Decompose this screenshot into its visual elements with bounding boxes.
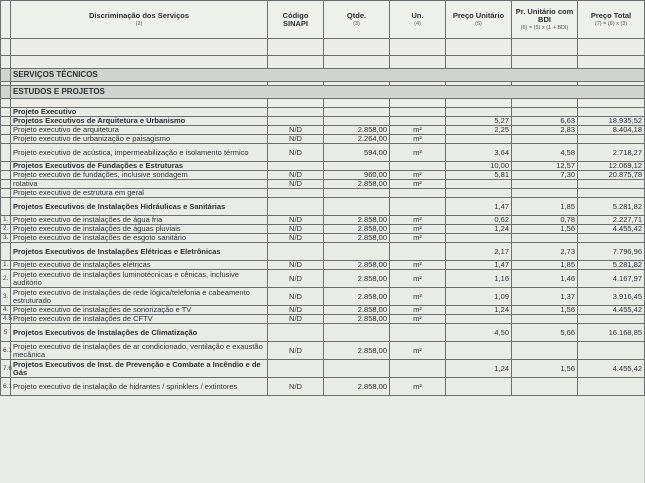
codigo-sinapi [268, 198, 324, 216]
preco-total: 4.167,97 [578, 270, 645, 288]
item-description: Projeto executivo de arquitetura [11, 126, 268, 135]
preco-total: 7.796,96 [578, 243, 645, 261]
preco-total: 2.718,27 [578, 144, 645, 162]
preco-total: 8.404,18 [578, 126, 645, 135]
item-description: Projetos Executivos de Inst. de Prevenção e Combate a Incêndio e de Gás [11, 360, 268, 378]
unidade: m² [390, 171, 446, 180]
preco-com-bdi [512, 180, 578, 189]
item-number: 1. [1, 261, 11, 270]
preco-unitario: 10,00 [446, 162, 512, 171]
unidade: m² [390, 306, 446, 315]
preco-com-bdi: 1,56 [512, 360, 578, 378]
preco-total: 4.455,42 [578, 306, 645, 315]
preco-total: 4.455,42 [578, 225, 645, 234]
unidade [390, 108, 446, 117]
preco-total: 5.281,82 [578, 198, 645, 216]
quantidade [324, 243, 390, 261]
unidade [390, 198, 446, 216]
item-description: Projeto executivo de instalações de esgoto sanitário [11, 234, 268, 243]
item-number: 3. [1, 234, 11, 243]
quantidade [324, 108, 390, 117]
codigo-sinapi [268, 360, 324, 378]
item-description: Projetos Executivos de Instalações Elétricas e Eletrônicas [11, 243, 268, 261]
quantidade [324, 189, 390, 198]
item-description: Projetos Executivos de Instalações de Climatização [11, 324, 268, 342]
preco-com-bdi: 1,56 [512, 225, 578, 234]
item-description: Projetos Executivos de Fundações e Estruturas [11, 162, 268, 171]
preco-unitario [446, 378, 512, 396]
header-descricao: Discriminação dos Serviços (2) [11, 1, 268, 39]
codigo-sinapi: N/D [268, 126, 324, 135]
codigo-sinapi [268, 324, 324, 342]
quantidade [324, 56, 390, 69]
table-row [1, 342, 645, 360]
preco-total: 18.935,52 [578, 117, 645, 126]
preco-com-bdi: 6,63 [512, 117, 578, 126]
quantidade: 2.858,00 [324, 234, 390, 243]
unidade [390, 243, 446, 261]
codigo-sinapi: N/D [268, 135, 324, 144]
item-number [1, 180, 11, 189]
quantidade [324, 39, 390, 56]
item-number [1, 171, 11, 180]
unidade: m² [390, 342, 446, 360]
preco-total: 16.168,85 [578, 324, 645, 342]
preco-unitario: 5,81 [446, 171, 512, 180]
preco-total [578, 56, 645, 69]
preco-unitario [446, 315, 512, 324]
codigo-sinapi: N/D [268, 270, 324, 288]
header-pr-unitario-bdi: Pr. Unitário com BDI (6) = (5) x (1 + BDI) [512, 1, 578, 39]
item-description: Projeto executivo de instalações de ar condicionado, ventilação e exaustão mecânica [11, 342, 268, 360]
item-number [1, 243, 11, 261]
preco-unitario: 5,27 [446, 117, 512, 126]
table-row [1, 261, 645, 270]
item-description: rotativa [11, 180, 268, 189]
quantidade: 2.858,00 [324, 270, 390, 288]
quantidade [324, 360, 390, 378]
group-row [1, 324, 645, 342]
preco-com-bdi: 1,85 [512, 198, 578, 216]
quantidade: 2.264,00 [324, 135, 390, 144]
blank-row [1, 39, 645, 56]
unidade: m² [390, 234, 446, 243]
header-preco-total: Preço Total (7) = (6) x (3) [578, 1, 645, 39]
item-description: Projeto executivo de fundações, inclusive sondagem [11, 171, 268, 180]
preco-total: 12.069,12 [578, 162, 645, 171]
section-title: SERVIÇOS TÉCNICOS [11, 69, 645, 82]
table-row [1, 171, 645, 180]
header-preco-unitario: Preço Unitário (5) [446, 1, 512, 39]
item-description: Projeto Executivo [11, 108, 268, 117]
codigo-sinapi: N/D [268, 315, 324, 324]
table-row [1, 144, 645, 162]
table-row [1, 270, 645, 288]
codigo-sinapi: N/D [268, 306, 324, 315]
preco-unitario: 2,17 [446, 243, 512, 261]
unidade [390, 39, 446, 56]
preco-com-bdi: 4,58 [512, 144, 578, 162]
item-description [11, 39, 268, 56]
quantidade: 2.858,00 [324, 315, 390, 324]
item-number [1, 56, 11, 69]
preco-com-bdi [512, 189, 578, 198]
quantidade: 2.858,00 [324, 306, 390, 315]
table-row [1, 288, 645, 306]
preco-total [578, 234, 645, 243]
item-description: Projeto executivo de estrutura em geral [11, 189, 268, 198]
item-description: Projeto executivo de instalações de rede lógica/telefonia e cabeamento estruturado [11, 288, 268, 306]
item-number: 6.1 [1, 378, 11, 396]
preco-com-bdi [512, 99, 578, 108]
unidade [390, 189, 446, 198]
preco-unitario [446, 39, 512, 56]
unidade: m² [390, 261, 446, 270]
item-description: Projeto executivo de instalações de águas pluviais [11, 225, 268, 234]
preco-unitario [446, 99, 512, 108]
preco-com-bdi: 2,73 [512, 243, 578, 261]
preco-com-bdi [512, 378, 578, 396]
preco-total [578, 342, 645, 360]
quantidade: 2.858,00 [324, 180, 390, 189]
section-title: ESTUDOS E PROJETOS [11, 86, 645, 99]
preco-com-bdi [512, 315, 578, 324]
quantidade: 960,00 [324, 171, 390, 180]
preco-unitario: 0,62 [446, 216, 512, 225]
preco-unitario: 1,24 [446, 225, 512, 234]
codigo-sinapi: N/D [268, 180, 324, 189]
preco-unitario: 2,25 [446, 126, 512, 135]
preco-com-bdi [512, 234, 578, 243]
preco-unitario: 3,64 [446, 144, 512, 162]
table-body [1, 39, 645, 396]
item-number [1, 135, 11, 144]
codigo-sinapi [268, 108, 324, 117]
quantidade: 2.858,00 [324, 378, 390, 396]
unidade: m² [390, 315, 446, 324]
section-row [1, 69, 645, 82]
item-description: Projetos Executivos de Instalações Hidráulicas e Sanitárias [11, 198, 268, 216]
item-description: Projeto executivo de instalação de hidrantes / sprinklers / extintores [11, 378, 268, 396]
item-description: Projeto executivo de instalações luminotécnicas e cênicas, inclusive auditório [11, 270, 268, 288]
preco-unitario [446, 189, 512, 198]
preco-com-bdi: 7,30 [512, 171, 578, 180]
table-row [1, 189, 645, 198]
quantidade [324, 198, 390, 216]
quantidade [324, 99, 390, 108]
item-number [1, 39, 11, 56]
unidade: m² [390, 270, 446, 288]
item-description: Projeto executivo de acústica, impermeabilização e isolamento térmico [11, 144, 268, 162]
preco-unitario: 1,09 [446, 288, 512, 306]
item-description: Projeto executivo de urbanização e paisagismo [11, 135, 268, 144]
preco-com-bdi: 1,46 [512, 270, 578, 288]
item-number: 4. [1, 306, 11, 315]
preco-com-bdi: 1,85 [512, 261, 578, 270]
blank-row [1, 99, 645, 108]
unidade: m² [390, 378, 446, 396]
section-num [1, 69, 11, 82]
codigo-sinapi: N/D [268, 225, 324, 234]
item-number: 2. [1, 270, 11, 288]
unidade [390, 56, 446, 69]
item-number: 3. [1, 288, 11, 306]
item-number: 5 [1, 324, 11, 342]
item-number [1, 99, 11, 108]
group-row [1, 360, 645, 378]
table-row [1, 135, 645, 144]
preco-unitario: 1,47 [446, 198, 512, 216]
quantidade: 2.858,00 [324, 126, 390, 135]
preco-total: 3.916,45 [578, 288, 645, 306]
preco-com-bdi: 1,37 [512, 288, 578, 306]
item-number [1, 108, 11, 117]
preco-unitario [446, 135, 512, 144]
preco-total: 20.875,78 [578, 171, 645, 180]
preco-unitario: 1,24 [446, 360, 512, 378]
preco-unitario: 4,50 [446, 324, 512, 342]
unidade: m² [390, 135, 446, 144]
codigo-sinapi: N/D [268, 261, 324, 270]
header-num [1, 1, 11, 39]
item-number [1, 126, 11, 135]
codigo-sinapi: N/D [268, 216, 324, 225]
codigo-sinapi: N/D [268, 171, 324, 180]
codigo-sinapi: N/D [268, 342, 324, 360]
codigo-sinapi [268, 189, 324, 198]
preco-total: 2.227,71 [578, 216, 645, 225]
header-codigo: Código SINAPI [268, 1, 324, 39]
table-row [1, 234, 645, 243]
table-row [1, 315, 645, 324]
codigo-sinapi [268, 56, 324, 69]
preco-com-bdi [512, 39, 578, 56]
quantidade: 594,00 [324, 144, 390, 162]
preco-com-bdi [512, 135, 578, 144]
preco-total [578, 39, 645, 56]
unidade: m² [390, 144, 446, 162]
codigo-sinapi: N/D [268, 234, 324, 243]
preco-total [578, 315, 645, 324]
item-number [1, 117, 11, 126]
preco-com-bdi: 1,56 [512, 306, 578, 315]
preco-unitario [446, 342, 512, 360]
preco-com-bdi [512, 342, 578, 360]
preco-total [578, 180, 645, 189]
item-number: 4.5 [1, 315, 11, 324]
preco-com-bdi: 2,83 [512, 126, 578, 135]
preco-total [578, 135, 645, 144]
preco-com-bdi [512, 56, 578, 69]
header-un: Un. (4) [390, 1, 446, 39]
unidade [390, 360, 446, 378]
codigo-sinapi [268, 243, 324, 261]
item-description: Projeto executivo de instalações elétricas [11, 261, 268, 270]
unidade: m² [390, 288, 446, 306]
unidade: m² [390, 216, 446, 225]
codigo-sinapi [268, 39, 324, 56]
preco-com-bdi: 12,57 [512, 162, 578, 171]
section-row [1, 86, 645, 99]
preco-com-bdi: 0,78 [512, 216, 578, 225]
item-description: Projetos Executivos de Arquitetura e Urbanismo [11, 117, 268, 126]
item-number [1, 198, 11, 216]
unidade: m² [390, 180, 446, 189]
quantidade: 2.858,00 [324, 288, 390, 306]
section-num [1, 86, 11, 99]
preco-unitario [446, 56, 512, 69]
item-description [11, 56, 268, 69]
preco-total [578, 378, 645, 396]
item-number: 6.1 [1, 342, 11, 360]
unidade: m² [390, 126, 446, 135]
codigo-sinapi: N/D [268, 144, 324, 162]
preco-unitario [446, 180, 512, 189]
item-number [1, 189, 11, 198]
quantidade: 2.858,00 [324, 225, 390, 234]
group-row [1, 198, 645, 216]
item-description: Projeto executivo de instalações de CFTV [11, 315, 268, 324]
preco-total [578, 189, 645, 198]
unidade: m² [390, 225, 446, 234]
codigo-sinapi [268, 99, 324, 108]
codigo-sinapi: N/D [268, 288, 324, 306]
blank-row [1, 56, 645, 69]
table-row [1, 378, 645, 396]
item-number: 1. [1, 216, 11, 225]
quantidade [324, 324, 390, 342]
preco-unitario: 1,16 [446, 270, 512, 288]
item-number [1, 144, 11, 162]
preco-unitario: 1,24 [446, 306, 512, 315]
unidade [390, 99, 446, 108]
quantidade: 2.858,00 [324, 342, 390, 360]
preco-total [578, 99, 645, 108]
item-number: 2. [1, 225, 11, 234]
preco-total: 4.455,42 [578, 360, 645, 378]
unidade [390, 324, 446, 342]
preco-total: 5.281,82 [578, 261, 645, 270]
item-description: Projeto executivo de instalações de água fria [11, 216, 268, 225]
preco-unitario [446, 234, 512, 243]
table-header [1, 1, 645, 39]
codigo-sinapi: N/D [268, 378, 324, 396]
item-number [1, 162, 11, 171]
quantidade: 2.858,00 [324, 216, 390, 225]
preco-unitario: 1,47 [446, 261, 512, 270]
item-description: Projeto executivo de instalações de sonorização e TV [11, 306, 268, 315]
quantidade: 2.858,00 [324, 261, 390, 270]
header-qtde: Qtde. (3) [324, 1, 390, 39]
item-number: 7.6 [1, 360, 11, 378]
group-row [1, 243, 645, 261]
preco-com-bdi: 5,66 [512, 324, 578, 342]
